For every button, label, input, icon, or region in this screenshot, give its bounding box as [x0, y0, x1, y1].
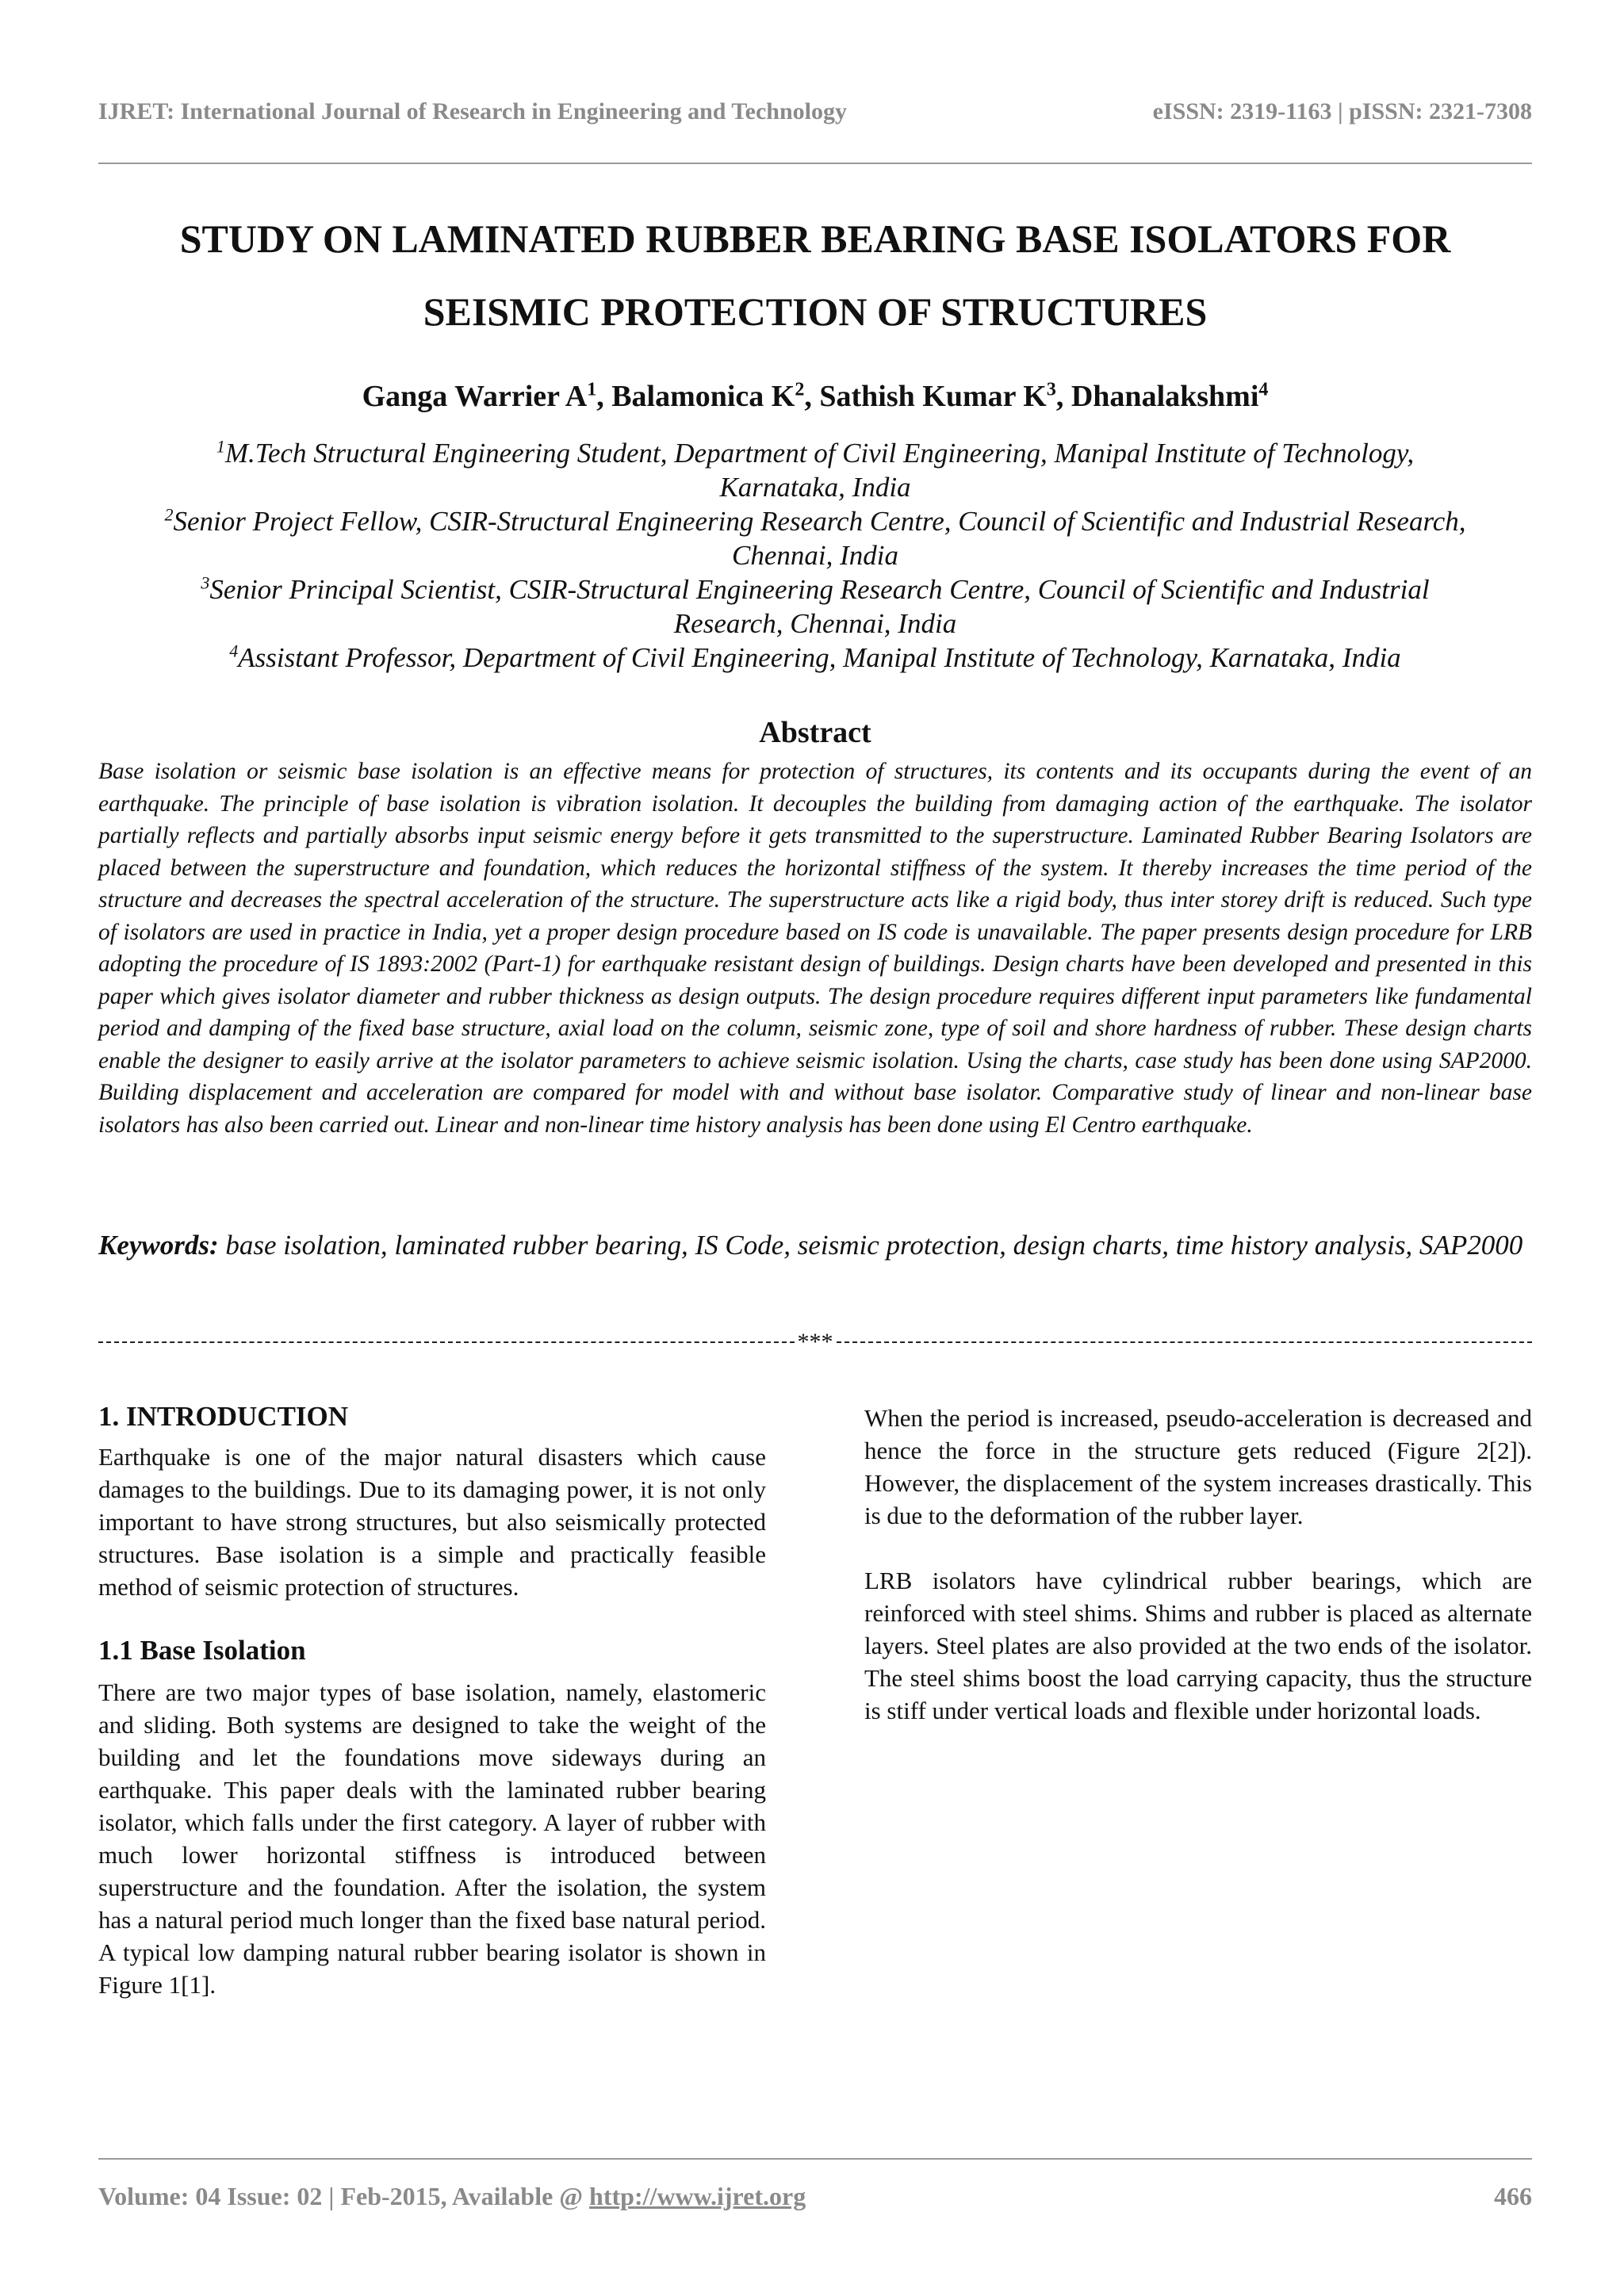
author: Dhanalakshmi$^4$: [1071, 379, 1269, 413]
title-line-1: STUDY ON LAMINATED RUBBER BEARING BASE ISOLATORS FOR: [179, 216, 1451, 261]
keywords-text: base isolation, laminated rubber bearing, IS Code, seismic protection, design charts, time history analysis, SAP2000: [218, 1230, 1523, 1261]
journal-link[interactable]: http://www.ijret.org: [589, 2182, 806, 2210]
affiliation-cont: Chennai, India: [732, 540, 898, 571]
right-column: [864, 1402, 1532, 1727]
footer-volume: Volume: 04 Issue: 02 | Feb-2015, Available @ http://www.ijret.org: [98, 2182, 806, 2210]
left-column: [98, 1399, 766, 2001]
affiliations: [98, 436, 1532, 675]
running-header: [98, 98, 1532, 125]
intro-heading: 1. INTRODUCTION: [98, 1401, 349, 1432]
section-separator: [98, 1326, 1532, 1358]
author: Balamonica $K^2$,: [611, 379, 820, 413]
header-rule: [98, 163, 1532, 164]
footer-rule: [98, 2158, 1532, 2160]
lrb-paragraph: LRB isolators have cylindrical rubber bearings, which are reinforced with steel shims. Shims and rubber is placed as alternate layers. Steel plates are also provided at the two ends of the isolator. The steel shims boost the load carrying capacity, thus the structure is stiff under vertical loads and flexible under horizontal loads.: [864, 1567, 1532, 1724]
page-number: 466: [1494, 2182, 1532, 2210]
author: Sathish Kumar $K^3$,: [819, 379, 1071, 413]
author: Ganga Warrier $A^1$,: [362, 379, 612, 413]
paper-title: [98, 202, 1532, 348]
base-isolation-paragraph: There are two major types of base isolation, namely, elastomeric and sliding. Both systems are designed to take the weight of the building and let the foundations move sideways during an earthquake. This paper deals with the laminated rubber bearing isolator, which falls under the first category. A layer of rubber with much lower horizontal stiffness is introduced between superstructure and the foundation. After the isolation, the system has a natural period much longer than the fixed base natural period. A typical low damping natural rubber bearing isolator is shown in Figure 1[1].: [98, 1678, 766, 1999]
affiliation: $^3$Senior Principal Scientist, CSIR-Structural Engineering Research Centre, Council of Scientific and Industrial: [201, 572, 1430, 605]
issn: eISSN: 2319-1163 | pISSN: 2321-7308: [1152, 98, 1532, 124]
intro-paragraph: Earthquake is one of the major natural disasters which cause damages to the buildings. Due to its damaging power, it is not only important to have strong structures, but also seismically protected structures. Base isolation is a simple and practically feasible method of seismic protection of structures.: [98, 1443, 766, 1601]
period-paragraph: When the period is increased, pseudo-acceleration is decreased and hence the force in the structure gets reduced (Figure 2[2]). However, the displacement of the system increases drastically. This is due to the deformation of the rubber layer.: [864, 1404, 1532, 1529]
affiliation: $^2$Senior Project Fellow, CSIR-Structural Engineering Research Centre, Council of Scientific and Industrial Research,: [164, 504, 1466, 537]
keywords: [98, 1221, 1532, 1270]
journal-name: IJRET: International Journal of Research in Engineering and Technology: [98, 98, 848, 124]
running-footer: [98, 2182, 1532, 2211]
author-list: [98, 379, 1532, 414]
affiliation: $^4$Assistant Professor, Department of Civil Engineering, Manipal Institute of Technology, Karnataka, India: [229, 641, 1401, 673]
title-line-2: SEISMIC PROTECTION OF STRUCTURES: [423, 289, 1208, 334]
abstract-heading: Abstract: [759, 716, 871, 749]
affiliation: $^1$M.Tech Structural Engineering Student, Department of Civil Engineering, Manipal Institute of Technology,: [216, 436, 1415, 469]
base-isolation-heading: 1.1 Base Isolation: [98, 1635, 306, 1666]
affiliation-cont: Research, Chennai, India: [673, 608, 957, 639]
abstract-text: Base isolation or seismic base isolation is an effective means for protection of structures, its contents and its occupants during the event of an earthquake. The principle of base isolation is vibration isolation. It decouples the building from damaging action of the earthquake. The isolator partially reflects and partially absorbs input seismic energy before it gets transmitted to the superstructure. Laminated Rubber Bearing Isolators are placed between the superstructure and foundation, which reduces the horizontal stiffness of the system. It thereby increases the time period of the structure and decreases the spectral acceleration of the structure. The superstructure acts like a rigid body, thus inter storey drift is reduced. Such type of isolators are used in practice in India, yet a proper design procedure based on IS code is unavailable. The paper presents design procedure for LRB adopting the procedure of IS 1893:2002 (Part-1) for earthquake resistant design of buildings. Design charts have been developed and presented in this paper which gives isolator diameter and rubber thickness as design outputs. The design procedure requires different input parameters like fundamental period and damping of the fixed base structure, axial load on the column, seismic zone, type of soil and shore hardness of rubber. These design charts enable the designer to easily arrive at the isolator parameters to achieve seismic isolation. Using the charts, case study has been done using SAP2000. Building displacement and acceleration are compared for model with and without base isolator. Comparative study of linear and non-linear base isolators has also been carried out. Linear and non-linear time history analysis has been done using El Centro earthquake.: [98, 759, 1532, 1138]
separator-stars: ***: [797, 1329, 833, 1355]
affiliation-cont: Karnataka, India: [719, 472, 911, 503]
keywords-label: Keywords:: [98, 1230, 219, 1261]
